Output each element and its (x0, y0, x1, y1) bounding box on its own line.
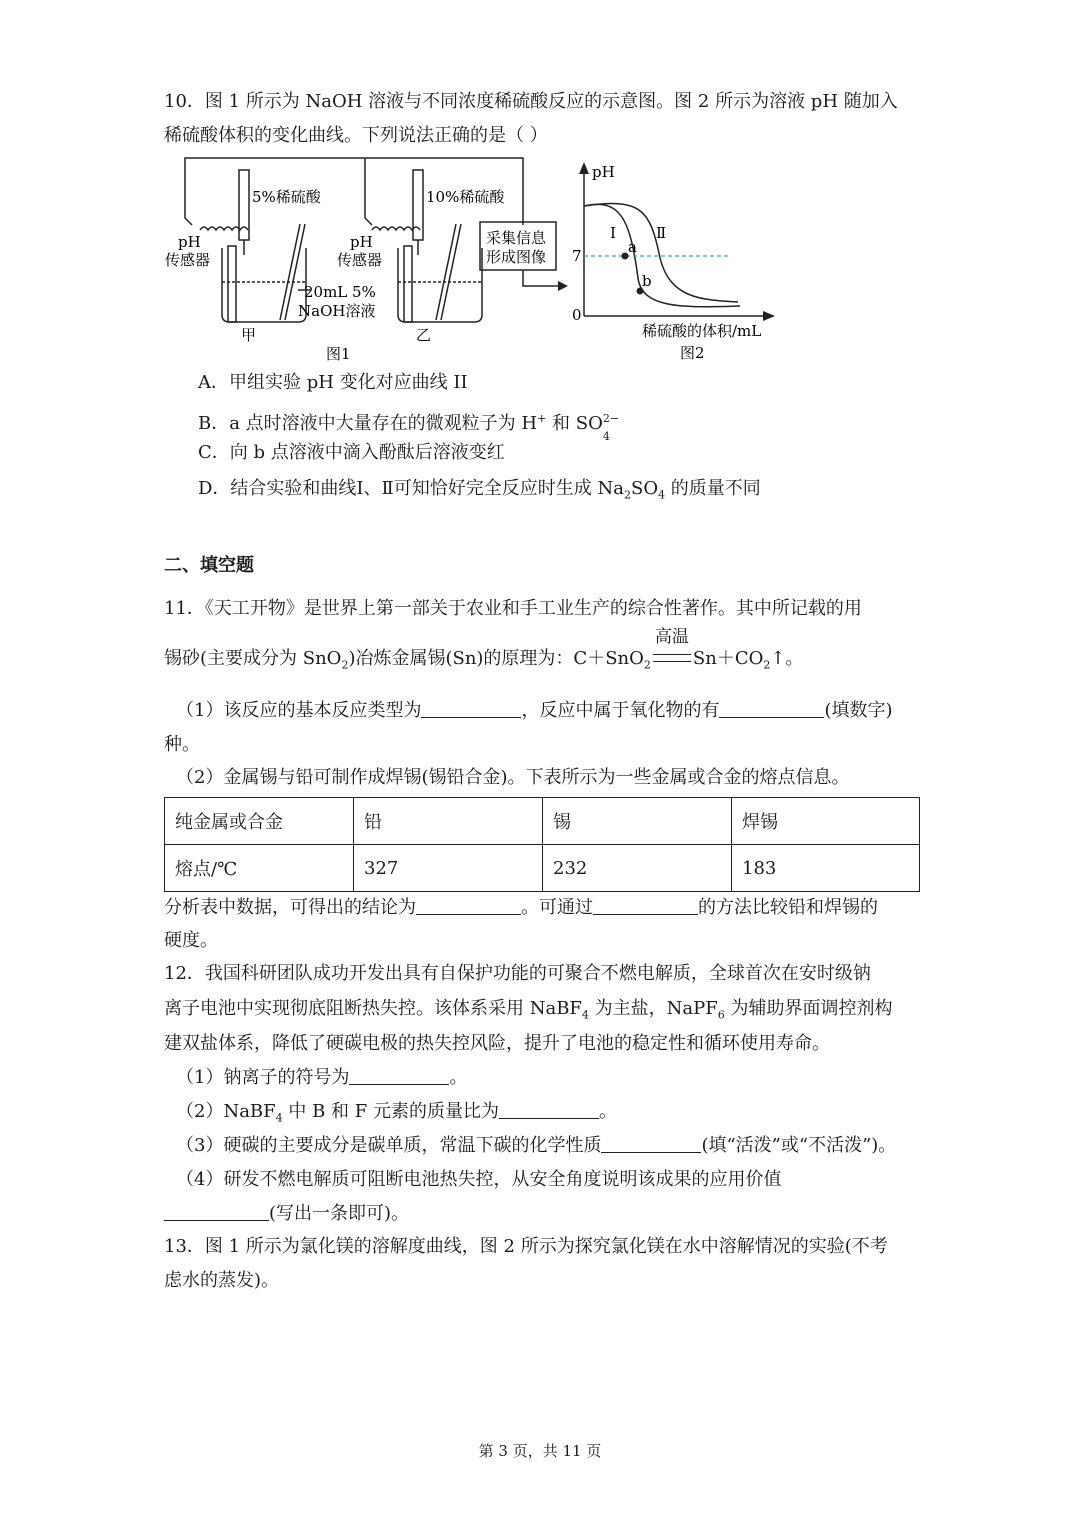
svg-text:传感器: 传感器 (165, 251, 211, 269)
answer-blank[interactable] (719, 699, 824, 718)
q10-line2: 稀硫酸体积的变化曲线。下列说法正确的是（ ） (164, 125, 548, 146)
answer-blank[interactable] (349, 1066, 449, 1085)
q12-part4: （4）研发不燃电解质可阻断电池热失控，从安全角度说明该成果的应用价值 (176, 1169, 782, 1190)
q11-line2: 锡砂(主要成分为 SnO$_2$)冶炼金属锡(Sn)的原理为：C＋SnO$_2$ 高温 $Sn+CO_2↑$。 (164, 627, 804, 672)
svg-text:采集信息: 采集信息 (486, 229, 547, 247)
q12-part3: （3）硬碳的主要成分是碳单质，常温下碳的化学性质 (填“活泼”或“不活泼”)。 (176, 1135, 897, 1156)
q12-part4-cont: (写出一条即可)。 (164, 1202, 409, 1226)
page-footer: 第 3 页，共 11 页 (478, 1442, 602, 1460)
section-title: 二、填空题 (164, 555, 254, 576)
svg-text:5%稀硫酸: 5%稀硫酸 (252, 188, 321, 206)
q10-option-b: B．a 点时溶液中大量存在的微观粒子为 H+ 和 SO 2− 4 (198, 412, 620, 443)
answer-blank[interactable] (593, 896, 698, 915)
answer-blank[interactable] (416, 896, 521, 915)
svg-text:0: 0 (572, 306, 582, 324)
answer-blank[interactable] (499, 1100, 599, 1119)
q10-option-a: A．甲组实验 pH 变化对应曲线 II (198, 372, 468, 393)
q12-line2: 离子电池中实现彻底阻断热失控。该体系采用 NaBF$_4$ 为主盐，NaPF$_6$ 为辅助界面调控剂构 (164, 998, 893, 1022)
table-row: 熔点/℃ 327 232 183 (165, 845, 920, 892)
q10-line1: 10．图 1 所示为 NaOH 溶液与不同浓度稀硫酸反应的示意图。图 2 所示为溶液 pH 随加入 (164, 91, 898, 112)
q11-part1-cont: 种。 (164, 734, 200, 755)
q10-option-c: C．向 b 点溶液中滴入酚酞后溶液变红 (198, 442, 505, 463)
table-row: 纯金属或合金 铅 锡 焊锡 (165, 798, 920, 845)
answer-blank[interactable] (421, 699, 521, 718)
svg-text:pH: pH (592, 163, 615, 181)
svg-text:Ⅱ: Ⅱ (656, 224, 667, 242)
svg-text:7: 7 (572, 247, 582, 265)
svg-text:形成图像: 形成图像 (486, 248, 547, 266)
svg-text:图1: 图1 (326, 345, 351, 363)
answer-blank[interactable] (164, 1202, 269, 1221)
q12-line3: 建双盐体系，降低了硬碳电极的热失控风险，提升了电池的稳定性和循环使用寿命。 (164, 1033, 830, 1054)
q11-conclusion-cont: 硬度。 (164, 930, 218, 951)
svg-text:10%稀硫酸: 10%稀硫酸 (426, 188, 505, 206)
svg-text:稀硫酸的体积/mL: 稀硫酸的体积/mL (642, 322, 762, 340)
q12-line1: 12．我国科研团队成功开发出具有自保护功能的可聚合不燃电解质，全球首次在安时级钠 (164, 963, 871, 984)
q11-conclusion: 分析表中数据，可得出的结论为 。可通过 的方法比较铅和焊锡的 (164, 897, 878, 918)
svg-text:NaOH溶液: NaOH溶液 (298, 302, 376, 320)
svg-text:图2: 图2 (680, 344, 705, 362)
svg-text:b: b (642, 272, 652, 290)
q11-part1: （1）该反应的基本反应类型为 ，反应中属于氧化物的有 (填数字) (176, 700, 893, 721)
svg-text:20mL 5%: 20mL 5% (304, 283, 376, 301)
q13-line2: 虑水的蒸发)。 (164, 1270, 280, 1291)
q12-part2: （2）NaBF$_4$ 中 B 和 F 元素的质量比为 。 (176, 1101, 617, 1125)
melting-point-table (164, 797, 920, 892)
reaction-condition: 高温 (653, 649, 691, 673)
svg-text:乙: 乙 (416, 326, 432, 344)
svg-text:a: a (628, 238, 637, 256)
q10-option-d: D．结合实验和曲线Ⅰ、Ⅱ可知恰好完全反应时生成 $Na_2SO_4$ 的质量不同 (198, 478, 761, 502)
q13-line1: 13．图 1 所示为氯化镁的溶解度曲线，图 2 所示为探究氯化镁在水中溶解情况的实验(不考 (164, 1236, 888, 1257)
svg-text:传感器: 传感器 (337, 251, 383, 269)
svg-text:pH: pH (350, 233, 373, 251)
q12-part1: （1）钠离子的符号为 。 (176, 1067, 468, 1088)
svg-text:甲: 甲 (241, 326, 257, 344)
figure1-apparatus (160, 150, 570, 365)
q11-part2: （2）金属锡与铅可制作成焊锡(锡铅合金)。下表所示为一些金属或合金的熔点信息。 (176, 767, 850, 788)
svg-text:Ⅰ: Ⅰ (610, 224, 616, 242)
answer-blank[interactable] (601, 1134, 701, 1153)
figure2-ph-curve (560, 158, 780, 363)
q11-line1: 11．《天工开物》是世界上第一部关于农业和手工业生产的综合性著作。其中所记载的用 (164, 598, 862, 619)
svg-text:pH: pH (178, 233, 201, 251)
